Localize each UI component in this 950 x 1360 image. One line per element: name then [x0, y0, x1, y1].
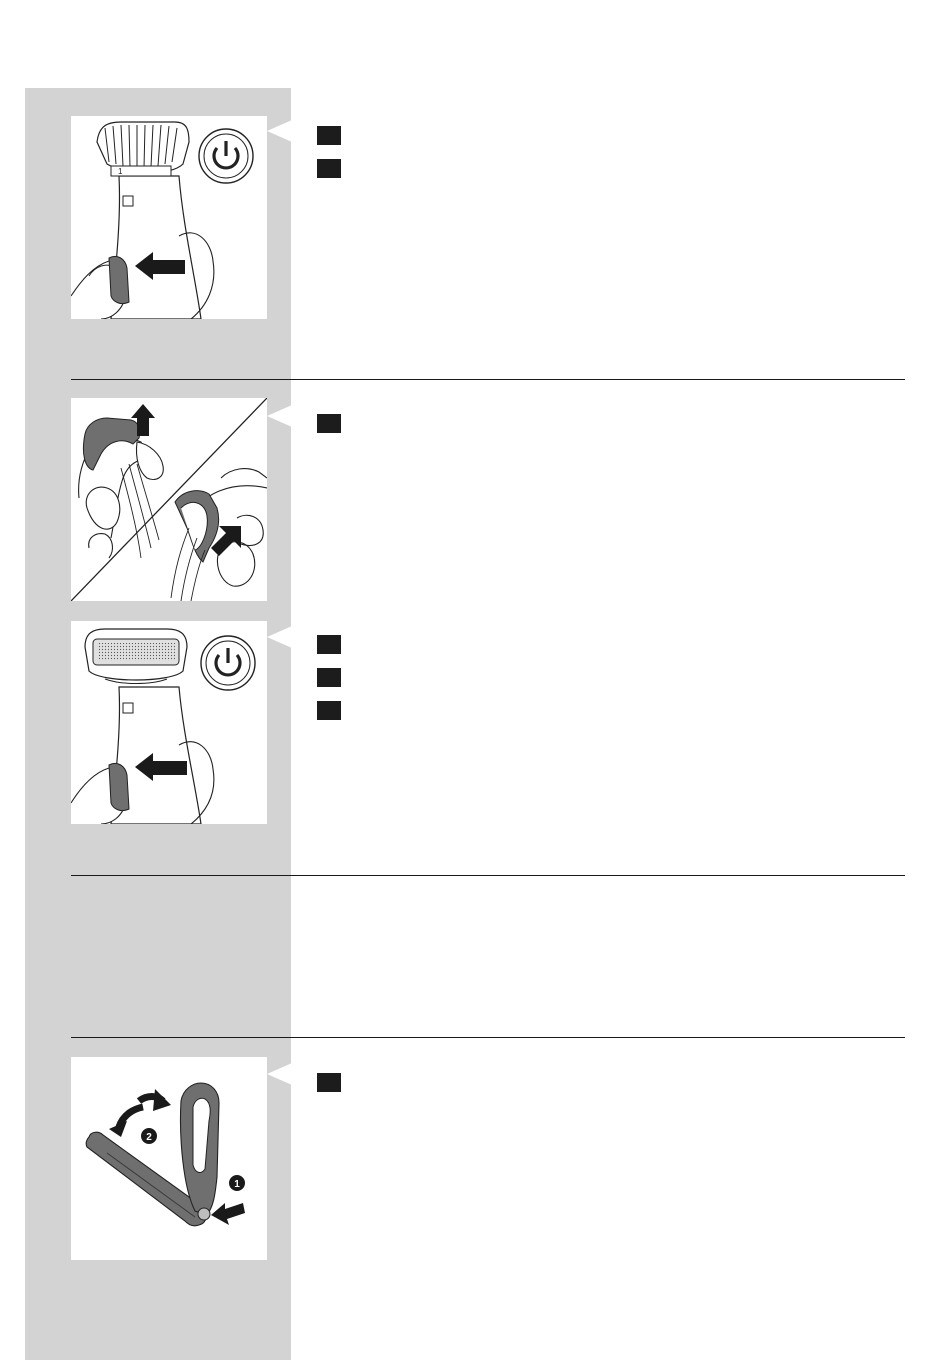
callout-2-label: 2 [146, 1132, 152, 1143]
section-divider [71, 1037, 905, 1038]
step-item [317, 634, 341, 654]
step-marker [317, 1073, 341, 1092]
rotate-arrows-icon [109, 1089, 171, 1137]
power-icon [199, 129, 253, 183]
step-item [317, 667, 341, 687]
step-marker [317, 668, 341, 687]
steps-comb-removal [317, 413, 341, 446]
power-icon [201, 636, 255, 690]
steps-extension-handle [317, 1072, 341, 1105]
callout-1-badge [229, 1175, 245, 1191]
step-item [317, 125, 341, 145]
step-marker [317, 414, 341, 433]
step-item [317, 700, 341, 720]
step-marker [317, 635, 341, 654]
figure-pointer [267, 120, 292, 142]
step-item [317, 413, 341, 433]
extension-handle-illustration [71, 1057, 267, 1260]
step-marker [317, 159, 341, 178]
step-item [317, 158, 341, 178]
section-divider [71, 379, 905, 380]
figure-pointer [267, 1063, 292, 1085]
steps-trimming [317, 125, 341, 191]
figure-pointer [267, 626, 292, 648]
push-arrow-icon [211, 1203, 245, 1225]
section-divider [71, 875, 905, 876]
step-marker [317, 701, 341, 720]
comb-removal-illustration [71, 398, 267, 601]
figure-extension-handle [71, 1057, 267, 1260]
steps-shaving [317, 634, 341, 733]
shaver-illustration [71, 621, 267, 824]
callout-1-label: 1 [234, 1179, 240, 1190]
trimmer-illustration [71, 116, 267, 319]
step-item [317, 1072, 341, 1092]
step-marker [317, 126, 341, 145]
figure-shaving-head [71, 621, 267, 824]
comb-setting-label: 1 [118, 167, 123, 176]
figure-comb-removal [71, 398, 267, 601]
figure-pointer [267, 405, 292, 427]
figure-trimmer-with-comb [71, 116, 267, 319]
callout-2-badge [141, 1128, 157, 1144]
